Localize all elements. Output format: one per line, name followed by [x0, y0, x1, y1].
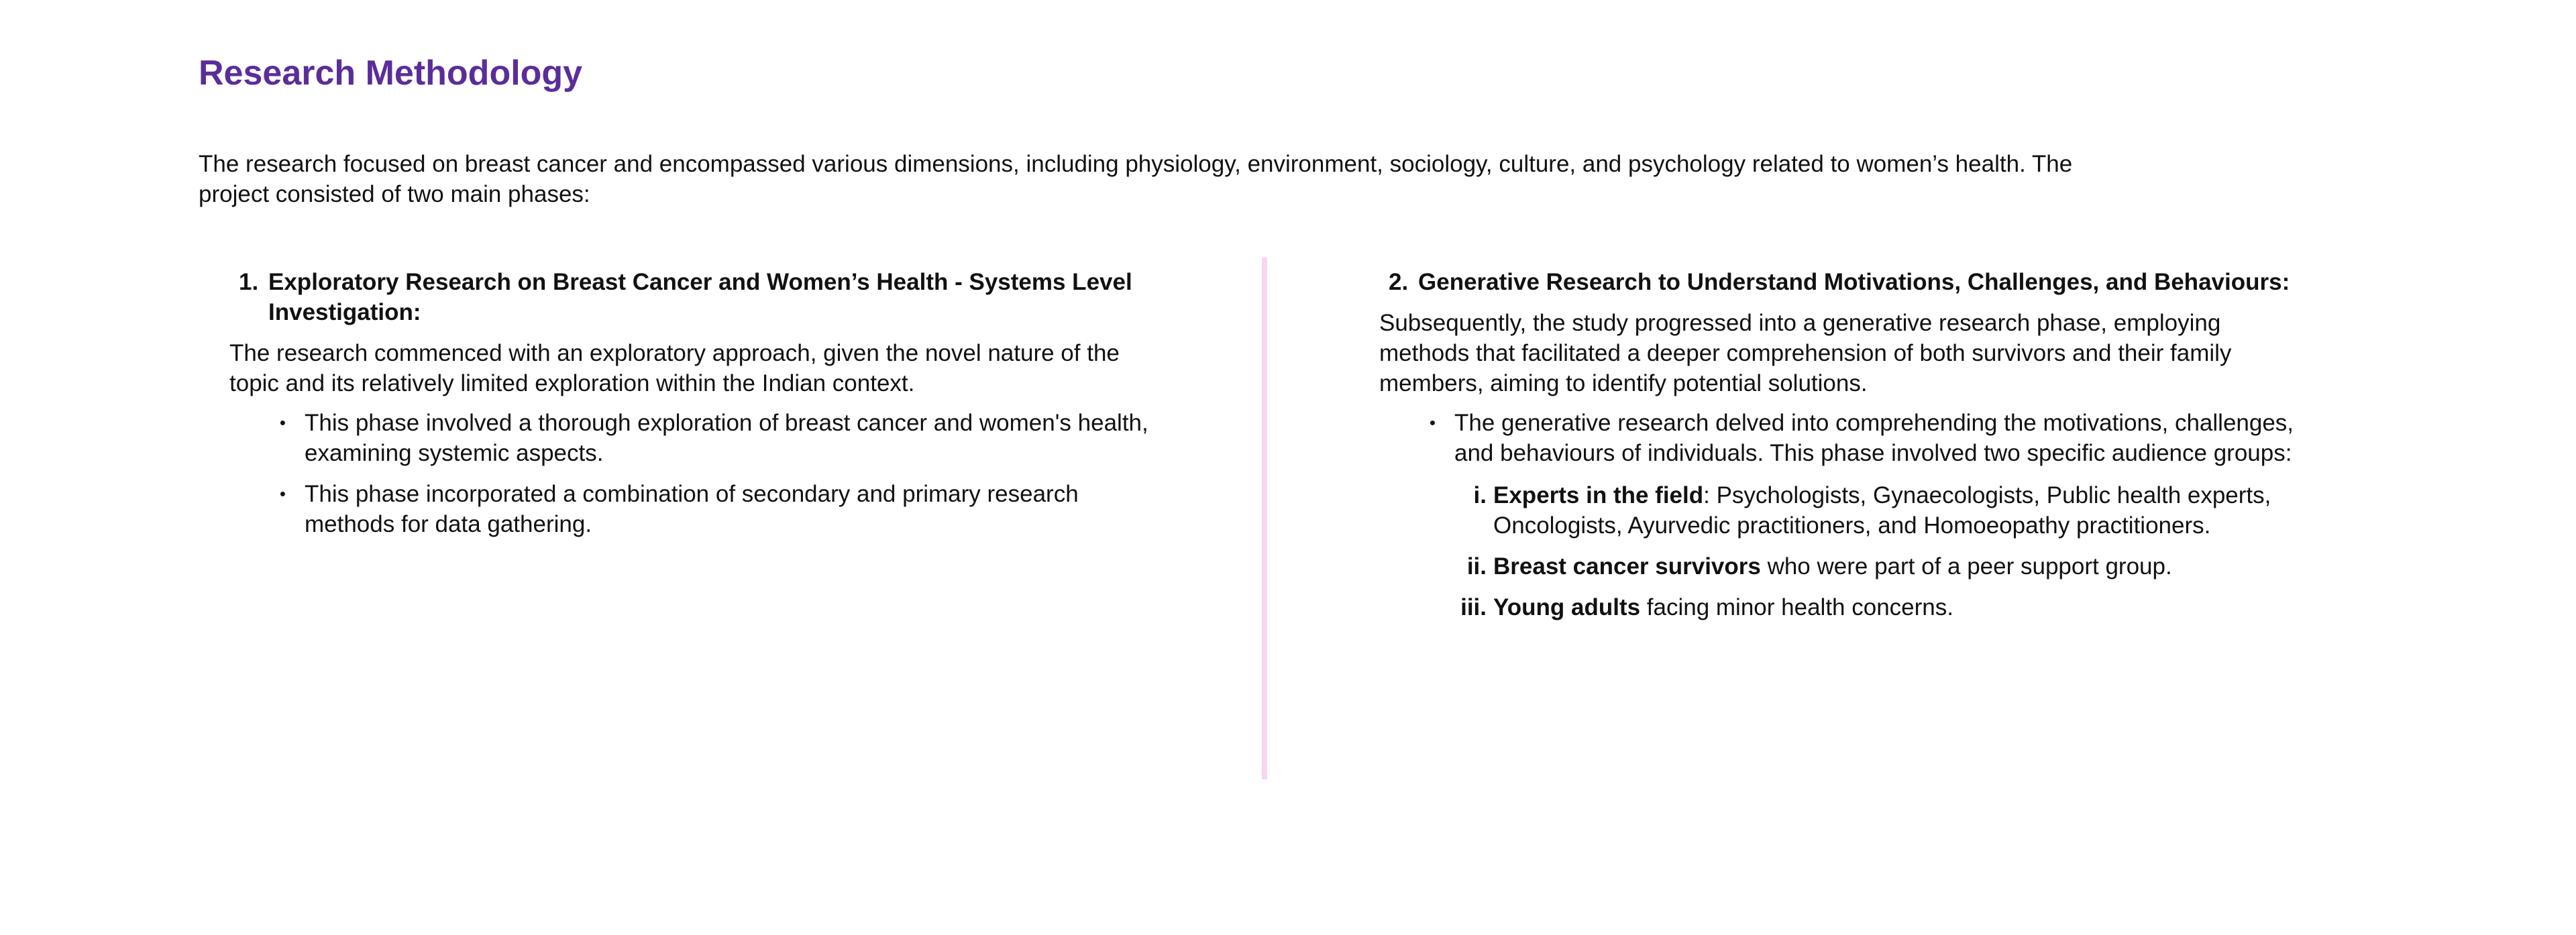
audience-group-name: Young adults [1493, 594, 1641, 620]
bullet-icon: • [1429, 412, 1436, 433]
bullet-text: This phase involved a thorough exploration of breast cancer and women's health, examining systemic aspects. [305, 410, 1148, 466]
audience-group-text [1493, 592, 2305, 622]
bullet-icon: • [279, 412, 286, 433]
list-item [229, 479, 1169, 539]
phase-2-title: Generative Research to Understand Motivations, Challenges, and Behaviours: [1418, 269, 2290, 295]
phase-1-heading [229, 267, 1169, 327]
list-item [1379, 408, 2305, 468]
list-item [229, 408, 1169, 468]
audience-group-detail: facing minor health concerns. [1640, 594, 1953, 620]
phase-1-paragraph: The research commenced with an exploratory approach, given the novel nature of the topic and its relatively limited exploration within the Indian context. [229, 340, 1120, 396]
bullet-icon: • [279, 484, 286, 504]
phase-2-number: 2. [1389, 269, 1409, 295]
roman-numeral: i. [1473, 482, 1487, 508]
phase-2-bullet-list [1379, 408, 2305, 468]
phase-1-title: Exploratory Research on Breast Cancer and Women’s Health - Systems Level Investigation: [268, 269, 1132, 325]
roman-numeral: ii. [1466, 553, 1487, 580]
audience-groups-list [1379, 480, 2305, 622]
intro-paragraph: The research focused on breast cancer and encompassed various dimensions, including physiology, environment, sociology, culture, and psychology related to women’s health. The project consisted of two main phases: [199, 151, 2073, 207]
page-title: Research Methodology [199, 54, 583, 93]
audience-group-name: Breast cancer survivors [1493, 553, 1761, 580]
audience-group-detail: : Psychologists, Gynaecologists, Public health experts, Oncologists, Ayurvedic practitioners, and Homoeopathy practitioners. [1493, 482, 2271, 539]
list-item [1379, 551, 2305, 582]
audience-group-detail: who were part of a peer support group. [1760, 553, 2172, 580]
phase-2-section [1379, 267, 2305, 633]
audience-group-text [1493, 480, 2305, 541]
audience-group-name: Experts in the field [1493, 482, 1704, 508]
list-item [1379, 480, 2305, 541]
phase-1-bullet-list [229, 408, 1169, 539]
phase-1-number: 1. [239, 269, 259, 295]
roman-numeral: iii. [1460, 594, 1487, 620]
list-item [1379, 592, 2305, 622]
phase-2-heading [1379, 267, 2305, 297]
audience-group-text [1493, 551, 2305, 582]
column-divider [1262, 258, 1267, 779]
phase-2-paragraph: Subsequently, the study progressed into a generative research phase, employing methods that facilitated a deeper comprehension of both survivors and their family members, aiming to identify potential solutions. [1379, 310, 2232, 396]
phase-1-section [229, 267, 1169, 550]
bullet-text: The generative research delved into comprehending the motivations, challenges, and behaviours of individuals. This phase involved two specific audience groups: [1454, 410, 2294, 466]
bullet-text: This phase incorporated a combination of secondary and primary research methods for data gathering. [305, 481, 1079, 537]
